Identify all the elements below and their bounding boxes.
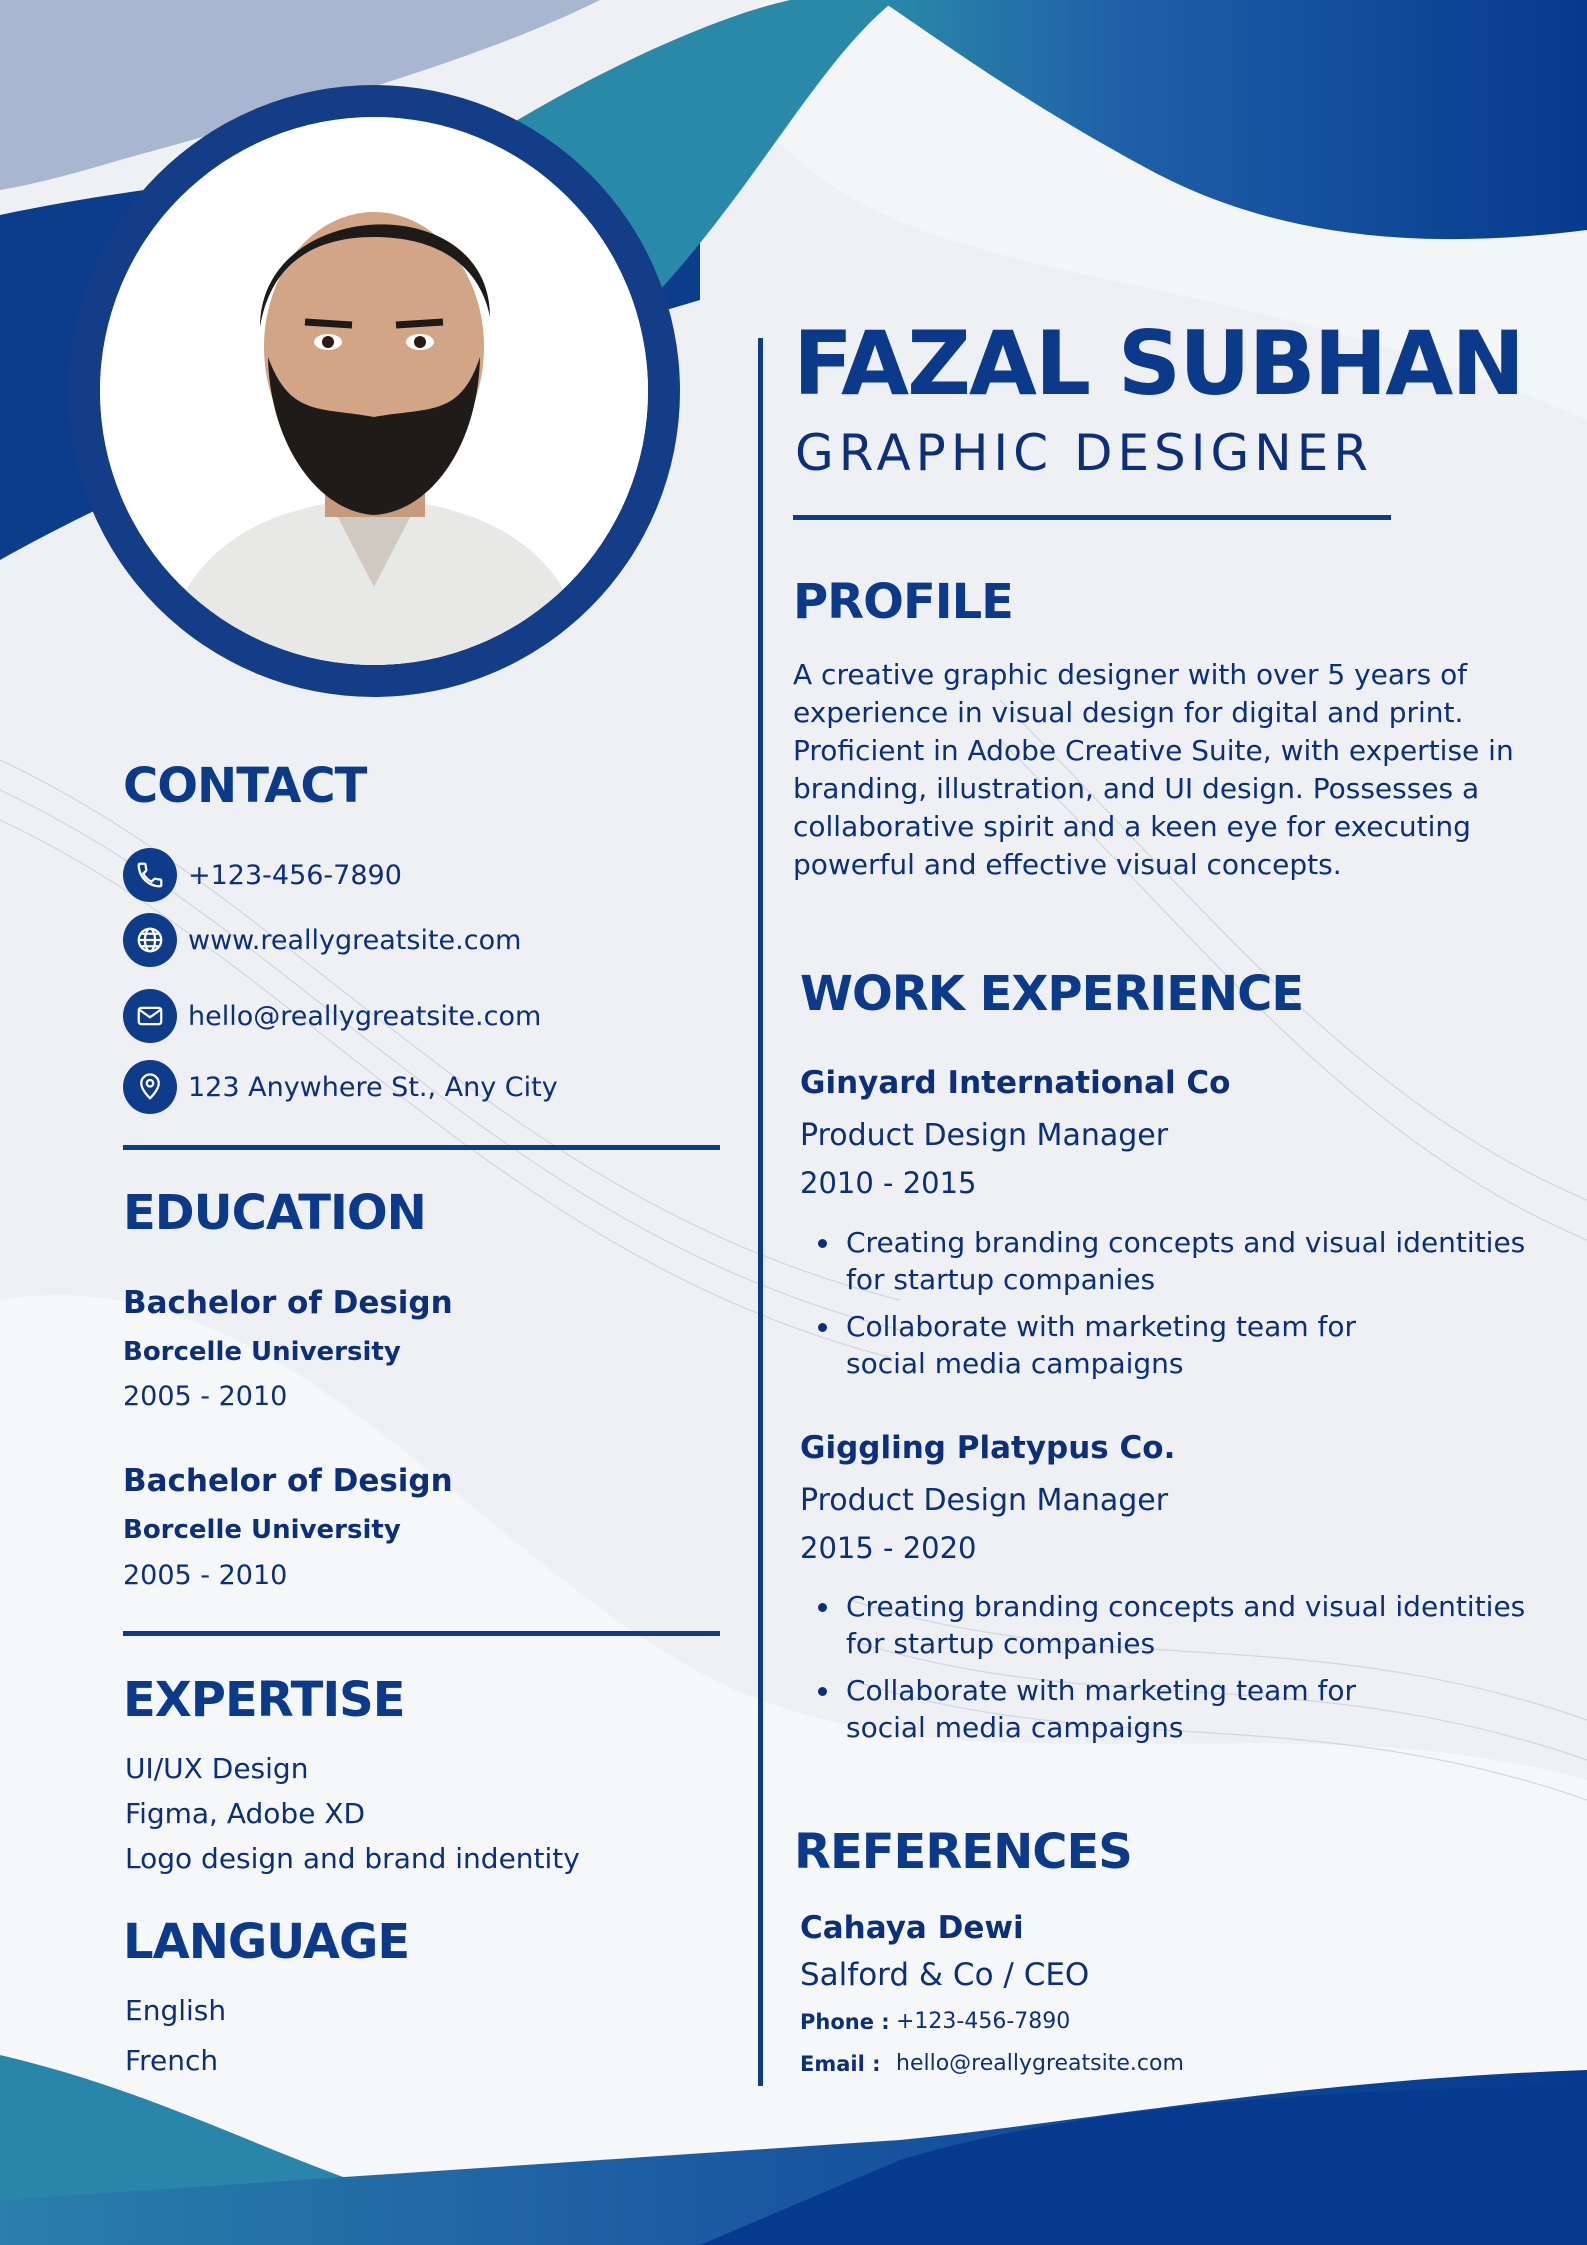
contact-website-text[interactable]: www.reallygreatsite.com [188,924,522,956]
contact-address [123,1059,558,1115]
contact-phone [123,847,402,903]
experience-heading: WORK EXPERIENCE [800,966,1304,1022]
contact-address-text: 123 Anywhere St., Any City [188,1071,558,1103]
contact-email [123,988,541,1044]
contact-rule [123,1145,720,1150]
list-item: Collaborate with marketing team for social media campaigns [818,1672,1525,1746]
person-title: GRAPHIC DESIGNER [795,424,1374,482]
job-bullets [818,1224,1525,1392]
reference-position: Salford & Co / CEO [800,1957,1090,1993]
education-rule [123,1631,720,1636]
reference-phone-label: Phone : [800,2010,890,2034]
list-item: Collaborate with marketing team for social media campaigns [818,1308,1525,1382]
expertise-item: UI/UX Design [125,1752,309,1785]
list-item: Creating branding concepts and visual identities for startup companies [818,1224,1525,1298]
profile-text: A creative graphic designer with over 5 years of experience in visual design for digital and print. Proficient in Adobe Creative Suite, with expertise in branding, illustration, and UI design. Possesses a collaborative spirit and a keen eye for executing powerful and effective visual concepts. [793,658,1514,881]
contact-website [123,912,521,968]
person-name: FAZAL SUBHAN [793,312,1524,415]
language-heading: LANGUAGE [123,1914,410,1970]
reference-phone[interactable]: +123-456-7890 [896,2009,1071,2034]
job-role: Product Design Manager [800,1118,1169,1153]
profile-photo [100,117,648,665]
phone-icon [123,848,177,902]
location-icon [123,1060,177,1114]
education-heading: EDUCATION [123,1185,426,1241]
job-company: Ginyard International Co [800,1065,1231,1101]
job-years: 2015 - 2020 [800,1531,977,1565]
education-school: Borcelle University [123,1515,401,1545]
job-bullets [818,1588,1525,1756]
header-rule [793,515,1391,520]
expertise-item: Logo design and brand indentity [125,1842,580,1875]
education-years: 2005 - 2010 [123,1560,288,1591]
education-school: Borcelle University [123,1337,401,1367]
reference-name: Cahaya Dewi [800,1910,1024,1946]
language-item: English [125,1994,227,2027]
job-years: 2010 - 2015 [800,1166,977,1200]
language-item: French [125,2044,219,2077]
reference-email[interactable]: hello@reallygreatsite.com [896,2051,1184,2076]
expertise-heading: EXPERTISE [123,1672,405,1728]
job-company: Giggling Platypus Co. [800,1430,1176,1466]
profile-photo-frame [68,85,680,697]
expertise-item: Figma, Adobe XD [125,1797,366,1830]
job-role: Product Design Manager [800,1483,1169,1518]
contact-heading: CONTACT [123,758,367,814]
mail-icon [123,989,177,1043]
column-divider [758,338,763,2086]
reference-email-label: Email : [800,2052,881,2076]
references-heading: REFERENCES [794,1824,1132,1880]
contact-phone-text[interactable]: +123-456-7890 [188,859,402,891]
list-item: Creating branding concepts and visual identities for startup companies [818,1588,1525,1662]
education-years: 2005 - 2010 [123,1381,288,1412]
contact-email-text[interactable]: hello@reallygreatsite.com [188,1000,542,1032]
profile-heading: PROFILE [793,574,1013,630]
education-degree: Bachelor of Design [123,1285,453,1321]
education-degree: Bachelor of Design [123,1463,453,1499]
globe-icon [123,913,177,967]
